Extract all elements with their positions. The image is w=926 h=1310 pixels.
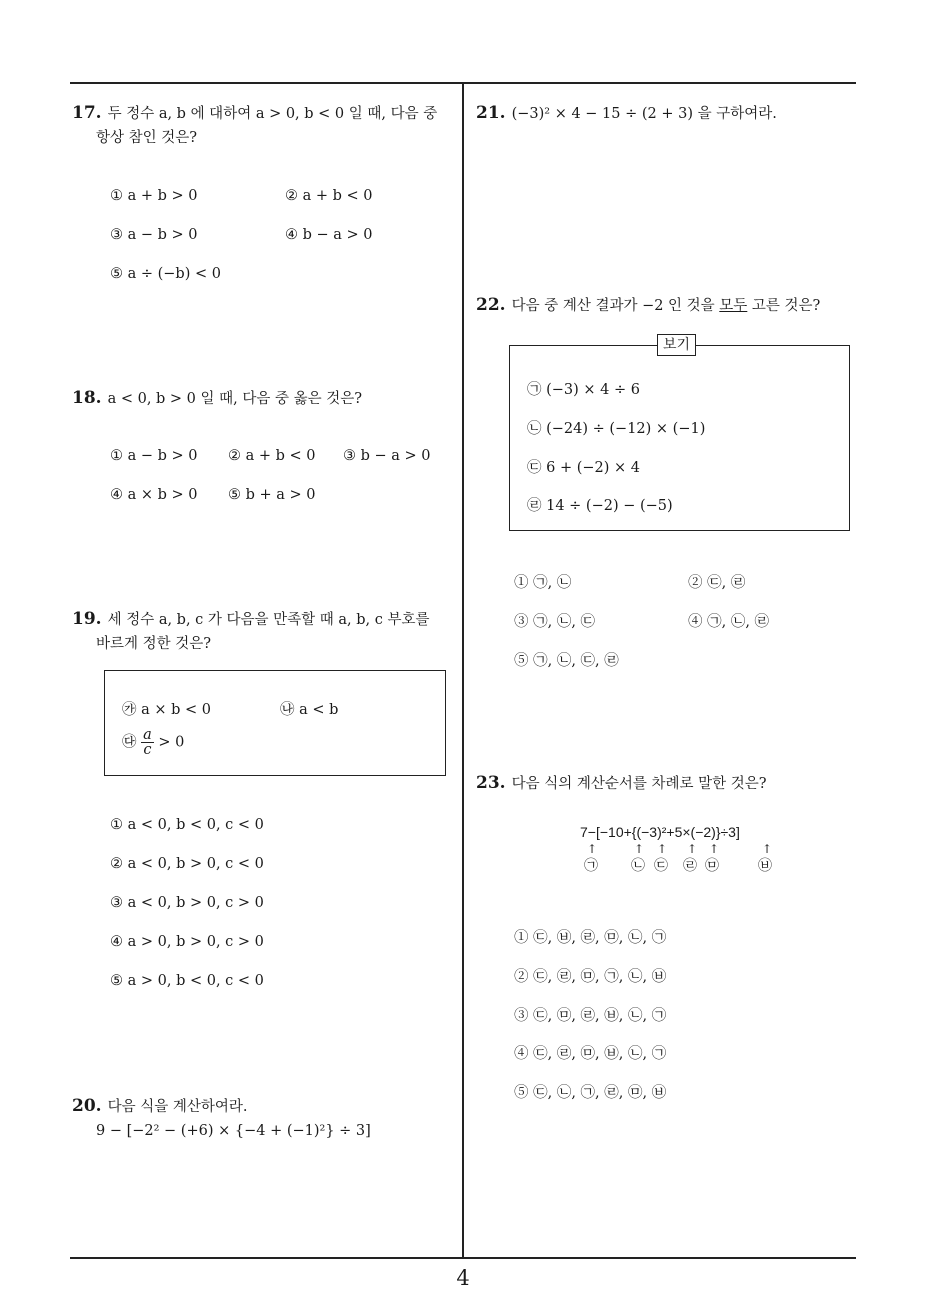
question-number: 19. [72,609,102,629]
condition-3-marker: ㉰ [122,734,137,751]
option-1[interactable]: ① ㉠, ㉡ [514,575,572,591]
option-2[interactable]: ② a + b < 0 [285,188,373,204]
question-expression: 9 − [−2² − (+6) × {−4 + (−1)²} ÷ 3] [96,1123,371,1139]
question-text: 두 정수 a, b 에 대하여 a > 0, b < 0 일 때, 다음 중 [107,106,438,122]
option-5[interactable]: ⑤ b + a > 0 [228,487,316,503]
emphasized-text: 모두 [719,298,748,314]
example-item-1: ㉠ (−3) × 4 ÷ 6 [527,382,640,398]
option-3[interactable]: ③ ㉠, ㉡, ㉢ [514,614,596,630]
step-marker: ㉤ [705,858,719,874]
column-divider [462,83,464,1259]
question-text-end: 고른 것은? [747,298,821,314]
question-21 [476,101,856,126]
question-text-continued: 바르게 정한 것은? [96,636,212,652]
question-number: 21. [476,103,506,123]
arrow-icon: ↑ [634,842,645,856]
bottom-rule [70,1257,856,1259]
question-number: 23. [476,773,506,793]
question-text: 다음 식의 계산순서를 차례로 말한 것은? [511,776,767,792]
step-marker: ㉡ [631,858,645,874]
step-marker: ㉥ [758,858,772,874]
option-4[interactable]: ④ b − a > 0 [285,227,373,243]
question-text: (−3)² × 4 − 15 ÷ (2 + 3) 을 구하여라. [511,106,777,122]
step-marker: ㉢ [654,858,668,874]
question-text: 세 정수 a, b, c 가 다음을 만족할 때 a, b, c 부호를 [107,612,430,628]
option-3[interactable]: ③ b − a > 0 [343,448,431,464]
option-3[interactable]: ③ ㉢, ㉤, ㉣, ㉥, ㉡, ㉠ [514,1008,667,1024]
condition-1: ㉮ a × b < 0 [122,702,211,718]
arrow-icon: ↑ [587,842,598,856]
option-2[interactable]: ② ㉢, ㉣, ㉤, ㉠, ㉡, ㉥ [514,969,667,985]
question-17 [72,101,457,150]
option-2[interactable]: ② a + b < 0 [228,448,316,464]
question-text: a < 0, b > 0 일 때, 다음 중 옳은 것은? [107,391,363,407]
question-18 [72,386,457,411]
question-expression: 7−[−10+{(−3)²+5×(−2)}÷3] [580,824,740,840]
condition-3 [122,728,184,757]
option-1[interactable]: ① a − b > 0 [110,448,198,464]
question-20 [72,1094,457,1143]
question-text: 다음 식을 계산하여라. [107,1099,248,1115]
fraction [141,728,154,757]
option-2[interactable]: ② ㉢, ㉣ [688,575,746,591]
question-text: 다음 중 계산 결과가 −2 인 것을 [511,298,720,314]
question-19 [72,607,457,656]
fraction-numerator: a [143,727,152,743]
option-5[interactable]: ⑤ a > 0, b < 0, c < 0 [110,973,264,989]
option-1[interactable]: ① a < 0, b < 0, c < 0 [110,817,264,833]
option-4[interactable]: ④ ㉠, ㉡, ㉣ [688,614,770,630]
condition-3-relation: > 0 [158,734,185,751]
option-5[interactable]: ⑤ a ÷ (−b) < 0 [110,266,221,282]
option-5[interactable]: ⑤ ㉠, ㉡, ㉢, ㉣ [514,653,619,669]
question-number: 22. [476,295,506,315]
arrow-icon: ↑ [687,842,698,856]
question-22 [476,293,856,318]
question-23 [476,771,856,796]
example-item-3: ㉢ 6 + (−2) × 4 [527,460,640,476]
option-1[interactable]: ① ㉢, ㉥, ㉣, ㉤, ㉡, ㉠ [514,930,667,946]
question-text-continued: 항상 참인 것은? [96,130,198,146]
page-number: 4 [456,1266,470,1290]
fraction-denominator: c [143,742,152,758]
arrow-icon: ↑ [762,842,773,856]
option-2[interactable]: ② a < 0, b > 0, c < 0 [110,856,264,872]
option-3[interactable]: ③ a − b > 0 [110,227,198,243]
condition-box [104,670,446,776]
step-marker: ㉠ [584,858,598,874]
option-5[interactable]: ⑤ ㉢, ㉡, ㉠, ㉣, ㉤, ㉥ [514,1085,667,1101]
arrow-icon: ↑ [709,842,720,856]
option-3[interactable]: ③ a < 0, b > 0, c > 0 [110,895,264,911]
question-number: 18. [72,388,102,408]
option-4[interactable]: ④ a × b > 0 [110,487,198,503]
example-item-4: ㉣ 14 ÷ (−2) − (−5) [527,498,673,514]
question-number: 20. [72,1096,102,1116]
example-box-label: 보기 [657,334,696,356]
condition-2: ㉯ a < b [280,702,339,718]
option-4[interactable]: ④ ㉢, ㉣, ㉤, ㉥, ㉡, ㉠ [514,1046,667,1062]
example-item-2: ㉡ (−24) ÷ (−12) × (−1) [527,421,706,437]
option-1[interactable]: ① a + b > 0 [110,188,198,204]
question-number: 17. [72,103,102,123]
option-4[interactable]: ④ a > 0, b > 0, c > 0 [110,934,264,950]
arrow-icon: ↑ [657,842,668,856]
step-marker: ㉣ [683,858,697,874]
